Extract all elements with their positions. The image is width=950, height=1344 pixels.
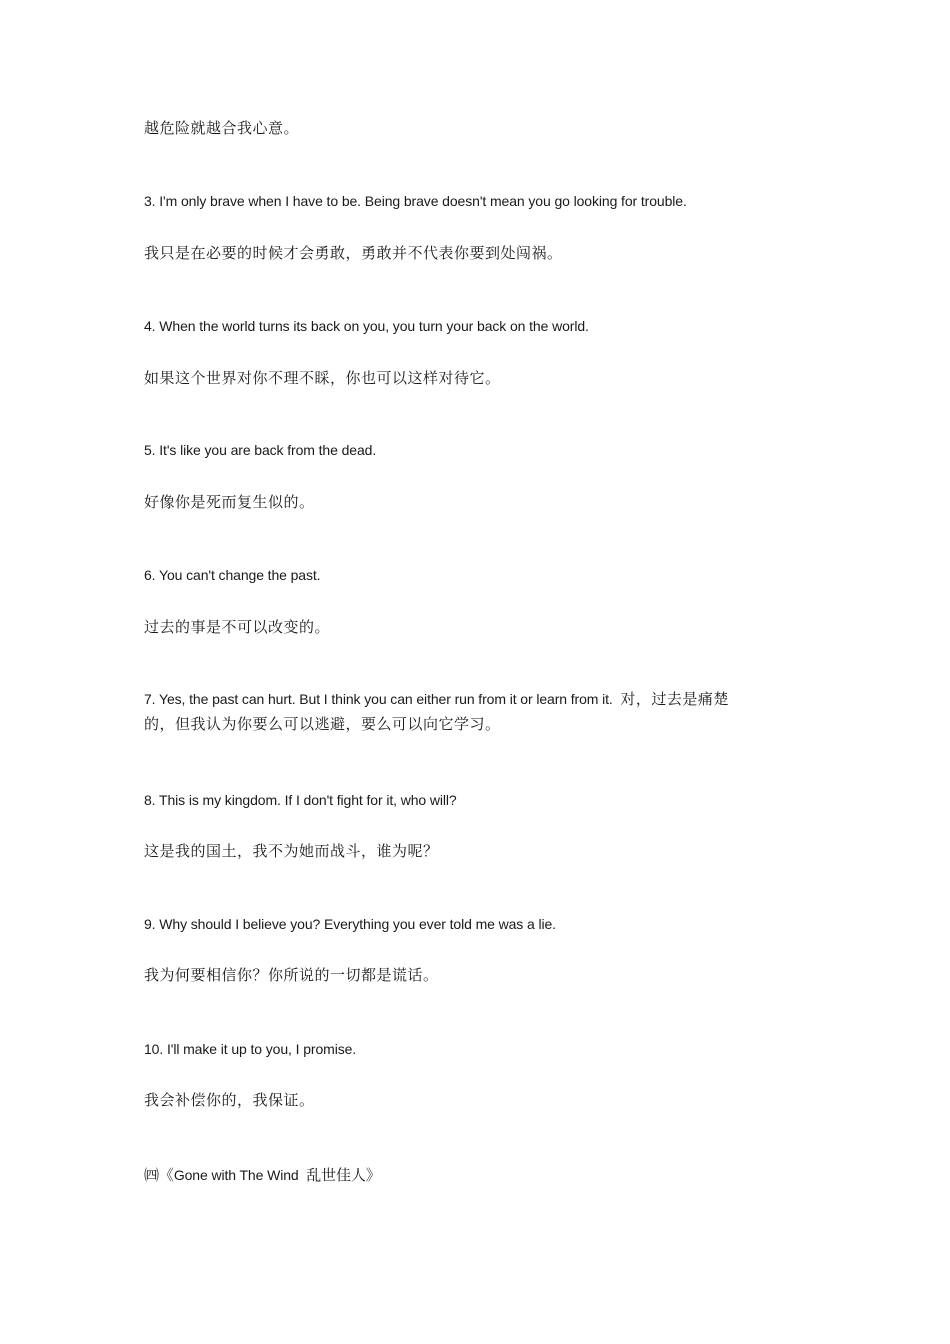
quote-7-english: 7. Yes, the past can hurt. But I think you can either run from it or learn from it.	[144, 691, 613, 707]
quote-10: 10. I'll make it up to you, I promise.	[144, 1041, 357, 1057]
quote-9: 9. Why should I believe you? Everything you ever told me was a lie.	[144, 916, 556, 932]
quote-translation-7-part2: 的，但我认为你要么可以逃避，要么可以向它学习。	[144, 715, 501, 733]
close-title-mark: 》	[365, 1166, 381, 1184]
quote-translation-9: 我为何要相信你？你所说的一切都是谎话。	[144, 966, 439, 984]
quote-translation-2: 越危险就越合我心意。	[144, 119, 300, 137]
open-title-mark: 《	[158, 1166, 174, 1184]
section-number: ㈣	[144, 1166, 159, 1184]
section-title-chinese: 乱世佳人	[306, 1166, 366, 1184]
quote-translation-6: 过去的事是不可以改变的。	[144, 618, 331, 636]
section-heading	[144, 1164, 814, 1185]
quote-4: 4. When the world turns its back on you, you turn your back on the world.	[144, 318, 589, 334]
section-title-english: Gone with The Wind	[173, 1167, 299, 1183]
quote-5: 5. It's like you are back from the dead.	[144, 442, 377, 458]
quote-translation-10: 我会补偿你的，我保证。	[144, 1091, 315, 1109]
quote-translation-5: 好像你是死而复生似的。	[144, 493, 315, 511]
quote-translation-4: 如果这个世界对你不理不睬，你也可以这样对待它。	[144, 369, 501, 387]
quote-6: 6. You can't change the past.	[144, 567, 321, 583]
quote-8: 8. This is my kingdom. If I don't fight for it, who will?	[144, 792, 457, 808]
quote-3: 3. I'm only brave when I have to be. Being brave doesn't mean you go looking for trouble.	[144, 193, 687, 209]
quote-translation-3: 我只是在必要的时候才会勇敢，勇敢并不代表你要到处闯祸。	[144, 244, 563, 262]
quote-7	[144, 687, 814, 737]
quote-translation-8: 这是我的国土，我不为她而战斗，谁为呢？	[144, 842, 439, 860]
quote-translation-7-part1: 对，过去是痛楚	[620, 690, 729, 708]
